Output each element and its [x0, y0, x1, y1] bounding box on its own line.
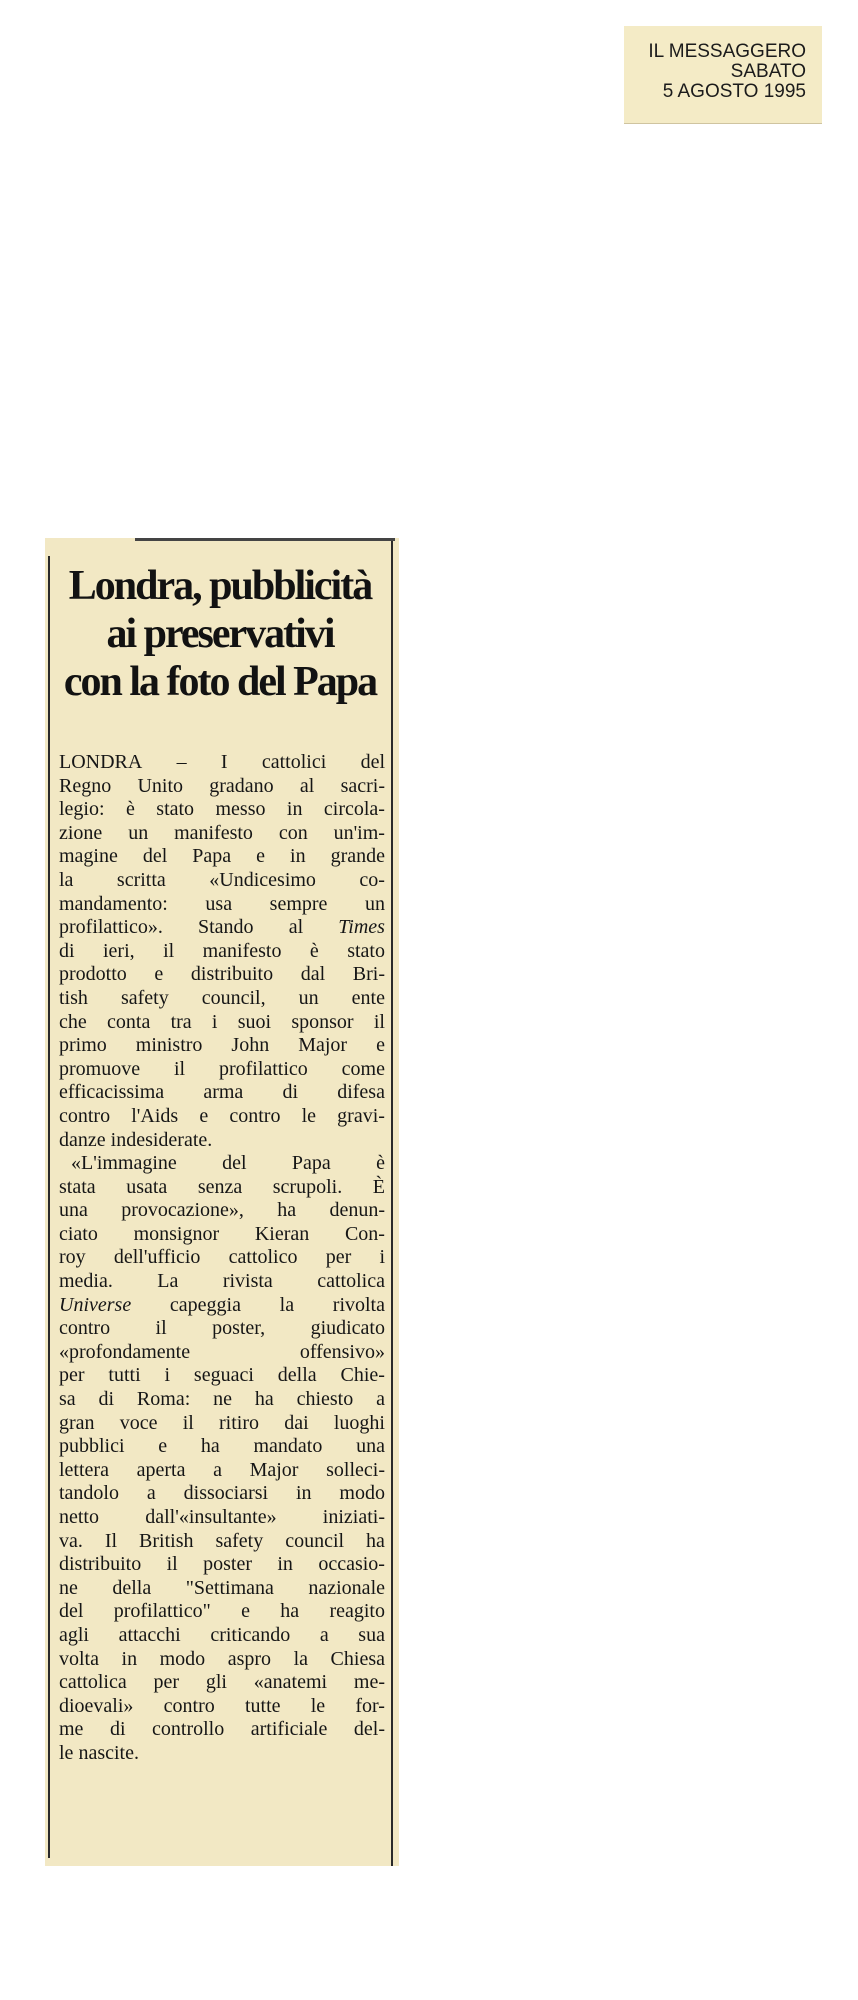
article-word: Major — [249, 1458, 299, 1481]
article-word: con — [278, 821, 308, 844]
article-word: prodotto — [59, 963, 127, 986]
article-word: il — [166, 1553, 178, 1576]
article-word: in — [290, 845, 306, 868]
article-word: cattolica — [317, 1270, 385, 1293]
article-word: di — [59, 939, 75, 962]
article-word: roy — [59, 1246, 86, 1269]
article-line — [59, 1129, 385, 1153]
article-word: circola- — [323, 798, 385, 821]
article-word: reagito — [329, 1600, 385, 1623]
article-word: giudicato — [310, 1317, 385, 1340]
article-word: un — [364, 892, 385, 915]
article-word: tra — [170, 1010, 192, 1033]
article-word: manifesto — [202, 939, 282, 962]
article-word: agli — [59, 1623, 89, 1646]
article-word: i — [211, 1010, 218, 1033]
article-word: aperta — [136, 1458, 186, 1481]
article-word: ministro — [135, 1034, 203, 1057]
article-word: le — [301, 1104, 317, 1127]
article-word: co- — [359, 868, 385, 891]
article-word: rivista — [222, 1270, 273, 1293]
article-word: Papa — [291, 1152, 331, 1175]
article-word: arma — [203, 1081, 244, 1104]
article-word: del- — [353, 1718, 385, 1741]
article-word: di — [282, 1081, 299, 1104]
article-word: lettera — [59, 1458, 109, 1481]
article-word: Roma: — [136, 1388, 191, 1411]
article-line — [59, 1270, 385, 1294]
article-word: poster, — [212, 1317, 266, 1340]
article-word: i — [379, 1246, 385, 1269]
article-word: nascite. — [78, 1741, 139, 1764]
top-rule — [135, 538, 395, 541]
article-word: dal — [300, 963, 326, 986]
article-word: di — [98, 1388, 115, 1411]
article-word: tutte — [244, 1694, 281, 1717]
article-word: per — [153, 1671, 180, 1694]
article-word: del — [59, 1600, 84, 1623]
article-word: e — [154, 963, 164, 986]
article-word: LONDRA — [59, 751, 143, 773]
article-word: volta — [59, 1647, 99, 1670]
article-word: È — [372, 1175, 385, 1198]
article-word: un — [128, 821, 149, 844]
article-word: dall'«insultante» — [145, 1506, 277, 1528]
article-word: il — [163, 939, 175, 962]
article-word: ha — [366, 1529, 385, 1552]
article-word: media. — [59, 1270, 113, 1293]
article-line — [59, 1341, 385, 1365]
article-line — [59, 1718, 385, 1742]
article-line — [59, 1459, 385, 1483]
article-line — [59, 1412, 385, 1436]
article-word: Unito — [137, 774, 184, 797]
article-line — [59, 1011, 385, 1035]
article-line — [59, 1223, 385, 1247]
article-word: della — [277, 1364, 317, 1387]
article-word: Times — [338, 916, 385, 939]
article-word: mandamento: — [59, 892, 168, 915]
article-word: rivolta — [332, 1293, 385, 1316]
article-word: pubblici — [59, 1435, 125, 1458]
article-word: ente — [351, 986, 385, 1009]
article-line — [59, 845, 385, 869]
article-word: Major — [298, 1034, 348, 1057]
article-word: tish — [59, 986, 88, 1009]
article-word: me — [59, 1718, 84, 1741]
article-line — [59, 1553, 385, 1577]
article-line — [59, 775, 385, 799]
article-line — [59, 916, 385, 940]
article-word: gli — [205, 1671, 227, 1694]
article-word: criticando — [210, 1623, 291, 1646]
article-word: I — [220, 751, 228, 773]
article-line — [59, 1695, 385, 1719]
article-word: Regno — [59, 774, 112, 797]
article-word: primo — [59, 1034, 107, 1057]
article-word: conta — [107, 1010, 151, 1033]
article-line — [59, 1648, 385, 1672]
article-word: di — [109, 1718, 126, 1741]
article-word: suoi — [237, 1010, 272, 1033]
article-word: le — [59, 1741, 79, 1764]
article-word: cattolici — [261, 751, 327, 773]
article-word: un — [298, 986, 319, 1009]
article-word: messo — [215, 798, 266, 821]
article-word: denun- — [329, 1199, 385, 1222]
article-word: «profondamente — [59, 1340, 191, 1363]
article-word: netto — [59, 1506, 99, 1528]
article-word: gradano — [209, 774, 274, 797]
article-word: «anatemi — [253, 1671, 328, 1694]
article-line — [59, 798, 385, 822]
article-word: ha — [254, 1388, 274, 1411]
article-word: un'im- — [333, 821, 385, 844]
article-word: stata — [59, 1175, 96, 1198]
article-word: del — [360, 751, 385, 773]
article-word: Universe — [59, 1293, 132, 1316]
headline-line: con la foto del Papa — [63, 659, 377, 705]
article-word: della — [112, 1576, 152, 1599]
article-line — [59, 1199, 385, 1223]
article-word: una — [356, 1435, 385, 1458]
article-word: Con- — [344, 1222, 385, 1245]
article-line — [59, 1530, 385, 1554]
article-word: iniziati- — [322, 1506, 385, 1528]
article-word: tandolo — [59, 1482, 119, 1505]
article-word: profilattico — [218, 1057, 308, 1080]
article-word: chiesto — [296, 1388, 354, 1411]
article-word: attacchi — [118, 1623, 181, 1646]
article-word: usa — [205, 892, 233, 915]
article-line — [59, 963, 385, 987]
article-word: a — [319, 1623, 329, 1646]
article-word: council — [285, 1529, 345, 1552]
article-word: senza — [197, 1175, 243, 1198]
article-word: il — [373, 1010, 385, 1033]
article-word: ha — [277, 1199, 297, 1222]
article-word: legio: — [59, 798, 105, 821]
article-word: council, — [201, 986, 266, 1009]
article-word: monsignor — [133, 1222, 220, 1245]
article-line — [59, 1294, 385, 1318]
article-word: le — [310, 1694, 326, 1717]
article-line — [59, 1317, 385, 1341]
article-word: sponsor — [291, 1010, 354, 1033]
article-word: offensivo» — [299, 1340, 385, 1363]
article-word: Kieran — [254, 1222, 310, 1245]
article-line — [59, 1246, 385, 1270]
article-word: il — [155, 1317, 167, 1340]
article-word: e — [158, 1435, 168, 1458]
newspaper-name: IL MESSAGGERO — [648, 41, 806, 62]
article-word: British — [139, 1529, 194, 1552]
article-word: contro — [59, 1317, 111, 1340]
article-word: contro — [229, 1104, 281, 1127]
article-word: poster — [203, 1553, 252, 1576]
article-word: seguaci — [193, 1364, 254, 1387]
article-word: cattolica — [59, 1671, 127, 1694]
article-word: che — [59, 1010, 87, 1033]
article-word: scritta — [116, 868, 166, 891]
article-word: Chie- — [340, 1364, 385, 1387]
article-word: for- — [355, 1694, 385, 1717]
article-word: scrupoli. — [272, 1175, 343, 1198]
article-word: in — [277, 1553, 293, 1576]
article-line — [59, 1058, 385, 1082]
article-line — [59, 1671, 385, 1695]
article-word: safety — [120, 986, 169, 1009]
article-word: me- — [353, 1671, 385, 1694]
article-word: i — [164, 1364, 171, 1387]
article-word: profilattico». — [59, 916, 163, 939]
article-headline — [55, 562, 385, 706]
article-word: in — [295, 1482, 312, 1505]
article-word: indesiderate. — [110, 1128, 213, 1151]
article-word: danze — [59, 1128, 111, 1151]
article-word: del — [222, 1152, 247, 1175]
article-word: «L'immagine — [71, 1152, 177, 1175]
article-word: per — [325, 1246, 352, 1269]
column-rule-left — [48, 556, 50, 1858]
article-word: ha — [280, 1600, 300, 1623]
article-word: grande — [330, 845, 385, 868]
article-word: a — [146, 1482, 156, 1505]
article-word: una — [59, 1199, 88, 1222]
article-line — [59, 1105, 385, 1129]
article-word: occasio- — [318, 1553, 385, 1576]
article-line — [59, 987, 385, 1011]
article-word: usata — [126, 1175, 168, 1198]
article-word: la — [279, 1293, 295, 1316]
article-word: dioevali» — [59, 1694, 134, 1717]
article-line — [59, 1364, 385, 1388]
article-word: luoghi — [333, 1411, 385, 1434]
article-word: a — [376, 1388, 385, 1411]
article-word: il — [173, 1057, 186, 1080]
publication-date: 5 AGOSTO 1995 — [662, 81, 806, 102]
article-word: sa — [59, 1388, 76, 1411]
article-word: tutti — [108, 1364, 141, 1387]
article-line — [59, 869, 385, 893]
article-line — [59, 1482, 385, 1506]
article-line — [59, 1435, 385, 1459]
article-word: è — [376, 1152, 385, 1175]
article-word: aspro — [227, 1647, 272, 1670]
article-word: sua — [358, 1623, 385, 1646]
article-word: promuove — [59, 1057, 141, 1080]
article-word: gravi- — [337, 1104, 385, 1127]
article-word: va. — [59, 1529, 83, 1552]
article-word: distribuito — [190, 963, 274, 986]
masthead-stamp — [624, 26, 822, 124]
article-word: per — [59, 1364, 85, 1387]
article-word: modo — [159, 1647, 206, 1670]
article-word: La — [157, 1270, 179, 1293]
article-word: John — [231, 1034, 270, 1057]
article-word: mandato — [253, 1435, 323, 1458]
article-word: gran — [59, 1411, 95, 1434]
article-word: "Settimana — [185, 1576, 274, 1599]
article-word: la — [59, 868, 74, 891]
article-word: safety — [215, 1529, 264, 1552]
headline-line: Londra, pubblicità — [68, 563, 372, 609]
article-word: in — [121, 1647, 138, 1670]
article-word: artificiale — [250, 1718, 328, 1741]
article-word: e — [241, 1600, 250, 1623]
article-line — [59, 1388, 385, 1412]
article-line — [59, 1506, 385, 1530]
article-word: difesa — [337, 1081, 385, 1104]
article-word: dai — [284, 1411, 309, 1434]
article-word: modo — [339, 1482, 385, 1505]
article-word: contro — [163, 1694, 215, 1717]
article-word: l'Aids — [131, 1104, 179, 1127]
article-word: come — [341, 1057, 385, 1080]
article-line — [59, 1742, 385, 1766]
article-word: capeggia — [169, 1293, 241, 1316]
article-word: Papa — [192, 845, 232, 868]
publication-day: SABATO — [730, 61, 806, 82]
article-word: ne — [59, 1576, 78, 1599]
article-word: sempre — [269, 892, 328, 915]
article-word: a — [213, 1458, 222, 1481]
article-line — [59, 751, 385, 775]
article-line — [59, 1152, 385, 1176]
article-line — [59, 1034, 385, 1058]
article-word: zione — [59, 821, 103, 844]
article-line — [59, 1176, 385, 1200]
article-word: è — [125, 798, 135, 821]
article-word: Stando — [198, 916, 254, 939]
article-word: stato — [347, 939, 385, 962]
article-word: nazionale — [308, 1576, 385, 1599]
article-word: magine — [59, 845, 118, 868]
article-line — [59, 940, 385, 964]
article-word: Chiesa — [330, 1647, 385, 1670]
article-word: e — [199, 1104, 209, 1127]
article-word: dell'ufficio — [113, 1246, 201, 1269]
article-word: Il — [104, 1529, 118, 1552]
article-word: al — [299, 774, 315, 797]
article-line — [59, 1081, 385, 1105]
article-word: e — [376, 1034, 385, 1057]
article-word: efficacissima — [59, 1081, 165, 1104]
article-word: ha — [200, 1435, 220, 1458]
column-rule-right — [391, 538, 393, 1866]
article-word: in — [286, 798, 303, 821]
article-word: provocazione», — [121, 1199, 244, 1222]
article-word: – — [176, 751, 187, 773]
article-word: profilattico" — [113, 1600, 211, 1623]
article-line — [59, 822, 385, 846]
article-word: al — [288, 916, 304, 939]
article-word: ritiro — [219, 1411, 259, 1434]
article-word: contro — [59, 1104, 111, 1127]
article-word: del — [142, 845, 168, 868]
article-body — [59, 751, 385, 1766]
article-word: controllo — [152, 1718, 225, 1741]
article-word: dissociarsi — [183, 1482, 269, 1505]
article-word: e — [256, 845, 266, 868]
article-word: «Undicesimo — [209, 868, 316, 891]
article-word: la — [293, 1647, 309, 1670]
article-word: stato — [156, 798, 195, 821]
headline-line: ai preservativi — [106, 611, 334, 657]
article-line — [59, 1624, 385, 1648]
newspaper-clipping — [45, 538, 399, 1866]
article-word: ciato — [59, 1222, 98, 1245]
article-word: manifesto — [174, 821, 253, 844]
article-word: ieri, — [102, 939, 135, 962]
article-word: è — [309, 939, 319, 962]
article-word: sacri- — [340, 774, 385, 797]
article-word: solleci- — [326, 1458, 385, 1481]
article-word: cattolico — [228, 1246, 298, 1269]
article-line — [59, 893, 385, 917]
article-word: Bri- — [352, 963, 385, 986]
article-line — [59, 1577, 385, 1601]
article-word: voce — [119, 1411, 158, 1434]
article-word: il — [182, 1411, 194, 1434]
article-word: ne — [213, 1388, 232, 1411]
article-word: distribuito — [59, 1553, 142, 1576]
article-line — [59, 1600, 385, 1624]
